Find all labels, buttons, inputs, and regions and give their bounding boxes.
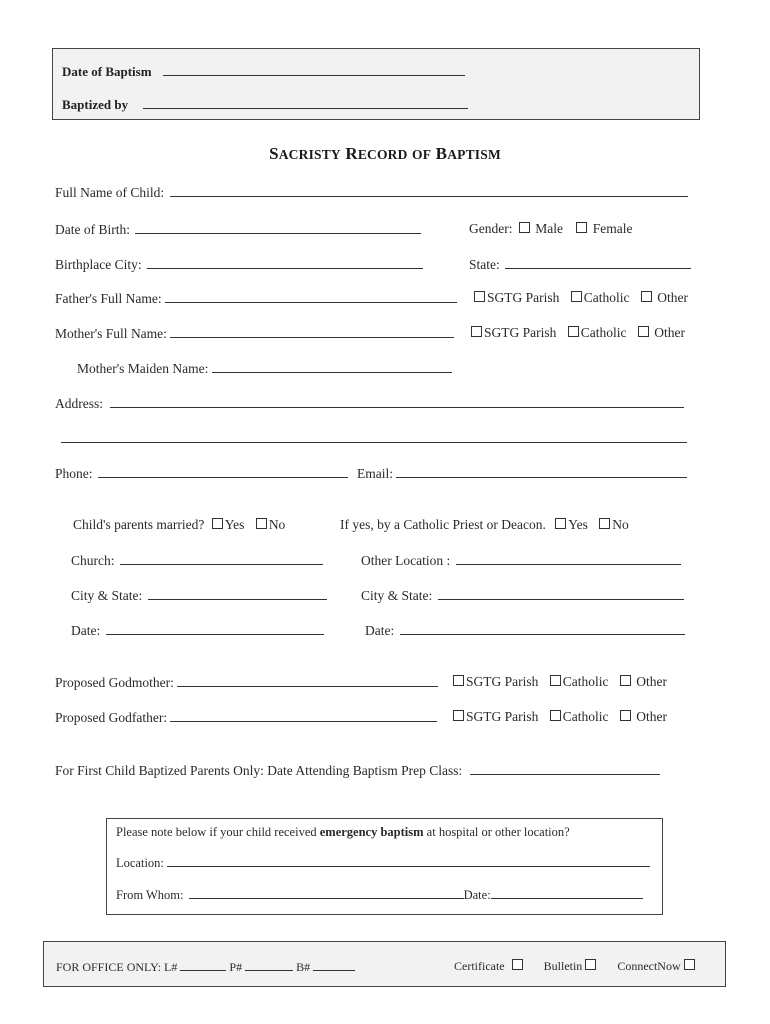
p-number-field[interactable]	[245, 958, 293, 971]
title-part: ACRISTY	[278, 147, 341, 162]
married-label: Child's parents married?	[73, 517, 205, 532]
title-part: ECORD	[357, 147, 408, 162]
catholic-label: Catholic	[583, 290, 630, 305]
location-label: Location:	[116, 856, 164, 870]
dob-label: Date of Birth:	[55, 222, 130, 237]
dob-row	[55, 221, 421, 238]
other-label: Other	[636, 709, 668, 724]
date-row-2	[365, 622, 685, 639]
location-row	[116, 854, 650, 871]
mother-sgtg-checkbox[interactable]	[471, 326, 482, 337]
email-label: Email:	[357, 466, 393, 481]
mother-affiliation	[471, 325, 685, 341]
godfather-field[interactable]	[170, 709, 437, 722]
other-location-row	[361, 552, 681, 569]
father-field[interactable]	[165, 290, 457, 303]
emergency-note-bold: emergency baptism	[319, 825, 424, 839]
mother-row	[55, 325, 454, 342]
emergency-note	[116, 824, 570, 840]
maiden-label: Mother's Maiden Name:	[77, 361, 209, 376]
emergency-date-label: Date:	[463, 888, 491, 902]
certificate-checkbox[interactable]	[512, 959, 523, 970]
state-row	[469, 256, 691, 273]
godfather-sgtg-checkbox[interactable]	[453, 710, 464, 721]
birthplace-field[interactable]	[147, 256, 423, 269]
address-line-2	[61, 430, 687, 447]
maiden-row	[77, 360, 452, 377]
state-label: State:	[469, 257, 500, 272]
other-location-field[interactable]	[456, 552, 681, 565]
date-row-1	[71, 622, 324, 639]
godfather-row	[55, 709, 437, 726]
emergency-baptism-box	[106, 818, 663, 915]
emergency-date-field[interactable]	[491, 886, 643, 899]
city-state-row-1	[71, 587, 327, 604]
office-only-box	[43, 941, 726, 987]
title-part: B	[435, 144, 448, 163]
phone-row	[55, 465, 348, 482]
female-checkbox[interactable]	[576, 222, 587, 233]
bulletin-checkbox[interactable]	[585, 959, 596, 970]
title-part: APTISM	[447, 147, 501, 162]
other-label: Other	[654, 325, 686, 340]
baptized-by-row	[62, 96, 468, 113]
baptism-info-box	[52, 48, 700, 120]
gender-label: Gender:	[469, 221, 513, 236]
from-whom-field[interactable]	[189, 886, 464, 899]
connectnow-label: ConnectNow	[617, 959, 681, 973]
address-field-2[interactable]	[61, 430, 687, 443]
yes-label: Yes	[224, 517, 245, 532]
mother-catholic-checkbox[interactable]	[568, 326, 579, 337]
priest-yes-checkbox[interactable]	[555, 518, 566, 529]
church-field[interactable]	[120, 552, 323, 565]
church-row	[71, 552, 323, 569]
godfather-label: Proposed Godfather:	[55, 710, 168, 725]
godmother-row	[55, 674, 438, 691]
prep-class-row	[55, 762, 660, 779]
father-label: Father's Full Name:	[55, 291, 162, 306]
catholic-label: Catholic	[580, 325, 627, 340]
phone-label: Phone:	[55, 466, 93, 481]
sgtg-parish-label: SGTG Parish	[487, 290, 560, 305]
bulletin-label: Bulletin	[543, 959, 583, 973]
from-whom-row	[116, 886, 643, 903]
catholic-label: Catholic	[562, 674, 609, 689]
email-field[interactable]	[396, 465, 687, 478]
title-part: R	[345, 144, 358, 163]
child-name-row	[55, 184, 688, 201]
church-label: Church:	[71, 553, 115, 568]
date-of-baptism-row	[62, 63, 465, 80]
godmother-other-checkbox[interactable]	[620, 675, 631, 686]
date-label: Date:	[71, 623, 101, 638]
address-row	[55, 395, 684, 412]
yes-label: Yes	[568, 517, 588, 532]
dob-field[interactable]	[135, 221, 421, 234]
no-label: No	[612, 517, 629, 532]
married-row	[73, 517, 285, 533]
married-no-checkbox[interactable]	[256, 518, 267, 529]
mother-label: Mother's Full Name:	[55, 326, 167, 341]
date-field-1[interactable]	[106, 622, 324, 635]
location-field[interactable]	[167, 854, 650, 867]
godfather-catholic-checkbox[interactable]	[550, 710, 561, 721]
b-number-field[interactable]	[313, 958, 355, 971]
email-row	[357, 465, 687, 482]
date-of-baptism-field[interactable]	[163, 63, 465, 76]
godmother-affiliation	[453, 674, 667, 690]
phone-field[interactable]	[98, 465, 348, 478]
l-number-label: L#	[164, 960, 178, 974]
godfather-other-checkbox[interactable]	[620, 710, 631, 721]
office-checks	[454, 958, 697, 974]
priest-row	[340, 517, 629, 533]
other-label: Other	[636, 674, 668, 689]
date-label: Date:	[365, 623, 395, 638]
father-sgtg-checkbox[interactable]	[474, 291, 485, 302]
office-codes	[56, 958, 355, 975]
priest-label: If yes, by a Catholic Priest or Deacon.	[340, 517, 546, 532]
city-state-row-2	[361, 587, 684, 604]
city-state-field-1[interactable]	[148, 587, 327, 600]
godmother-field[interactable]	[177, 674, 438, 687]
page-title	[0, 144, 770, 164]
birthplace-row	[55, 256, 423, 273]
p-number-label: P#	[229, 960, 243, 974]
godfather-affiliation	[453, 709, 667, 725]
emergency-note-prefix: Please note below if your child received	[116, 825, 317, 839]
baptized-by-label: Baptized by	[62, 97, 129, 112]
address-field[interactable]	[110, 395, 684, 408]
b-number-label: B#	[296, 960, 311, 974]
no-label: No	[268, 517, 286, 532]
father-catholic-checkbox[interactable]	[571, 291, 582, 302]
date-field-2[interactable]	[400, 622, 685, 635]
male-checkbox[interactable]	[519, 222, 530, 233]
female-label: Female	[592, 221, 633, 236]
city-state-field-2[interactable]	[438, 587, 684, 600]
from-whom-label: From Whom:	[116, 888, 184, 902]
mother-field[interactable]	[170, 325, 454, 338]
date-of-baptism-label: Date of Baptism	[62, 64, 152, 79]
priest-no-checkbox[interactable]	[599, 518, 610, 529]
state-field[interactable]	[505, 256, 691, 269]
prep-class-label: For First Child Baptized Parents Only: Date Attending Baptism Prep Class:	[55, 763, 463, 778]
l-number-field[interactable]	[180, 958, 226, 971]
sgtg-parish-label: SGTG Parish	[466, 674, 539, 689]
married-yes-checkbox[interactable]	[212, 518, 223, 529]
godmother-catholic-checkbox[interactable]	[550, 675, 561, 686]
godmother-sgtg-checkbox[interactable]	[453, 675, 464, 686]
prep-class-field[interactable]	[470, 762, 660, 775]
city-state-label: City & State:	[361, 588, 433, 603]
father-row	[55, 290, 457, 307]
office-prefix: FOR OFFICE ONLY:	[56, 960, 162, 974]
other-location-label: Other Location :	[361, 553, 451, 568]
godmother-label: Proposed Godmother:	[55, 675, 174, 690]
father-other-checkbox[interactable]	[641, 291, 652, 302]
city-state-label: City & State:	[71, 588, 143, 603]
father-affiliation	[474, 290, 688, 306]
catholic-label: Catholic	[562, 709, 609, 724]
baptized-by-field[interactable]	[143, 96, 468, 109]
address-label: Address:	[55, 396, 103, 411]
maiden-field[interactable]	[212, 360, 452, 373]
title-part: OF	[412, 147, 432, 162]
title-part: S	[269, 144, 279, 163]
emergency-note-suffix: at hospital or other location?	[426, 825, 570, 839]
mother-other-checkbox[interactable]	[638, 326, 649, 337]
child-name-field[interactable]	[170, 184, 688, 197]
connectnow-checkbox[interactable]	[684, 959, 695, 970]
child-name-label: Full Name of Child:	[55, 185, 165, 200]
birthplace-label: Birthplace City:	[55, 257, 142, 272]
other-label: Other	[657, 290, 689, 305]
gender-row	[469, 221, 632, 237]
sgtg-parish-label: SGTG Parish	[484, 325, 557, 340]
certificate-label: Certificate	[454, 959, 505, 973]
sgtg-parish-label: SGTG Parish	[466, 709, 539, 724]
male-label: Male	[535, 221, 563, 236]
